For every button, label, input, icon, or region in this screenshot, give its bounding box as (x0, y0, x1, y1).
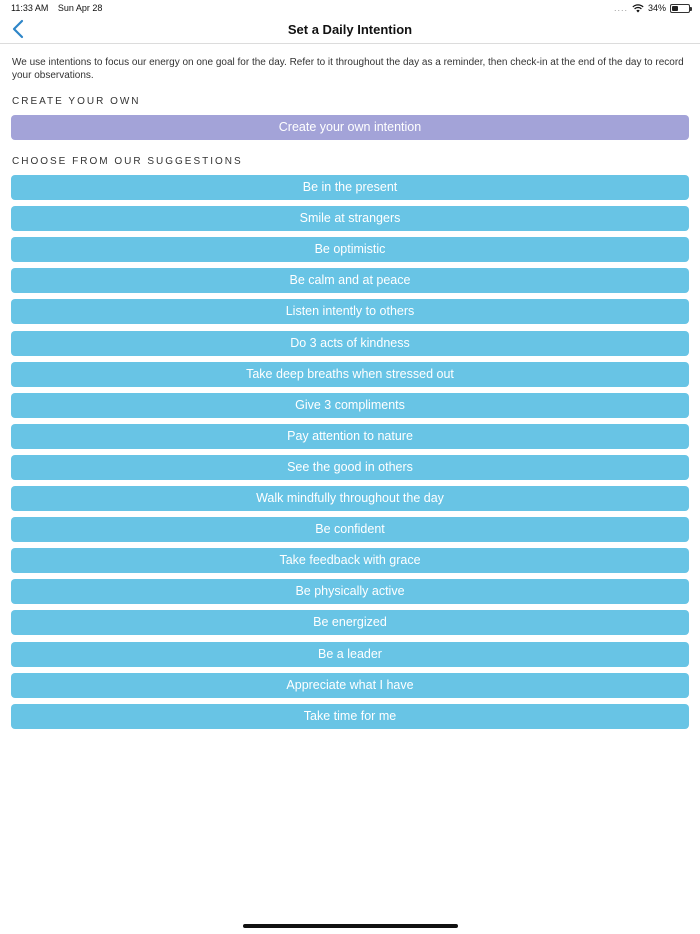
home-indicator (243, 924, 458, 928)
suggestion-button[interactable]: Be confident (11, 517, 689, 542)
suggestion-button[interactable]: Be a leader (11, 642, 689, 667)
suggestion-button[interactable]: Give 3 compliments (11, 393, 689, 418)
suggestion-button[interactable]: Smile at strangers (11, 206, 689, 231)
status-right (614, 3, 690, 13)
suggestion-button[interactable]: Be physically active (11, 579, 689, 604)
suggestion-button[interactable]: Be optimistic (11, 237, 689, 262)
suggestion-button[interactable]: Be energized (11, 610, 689, 635)
create-section-header: CREATE YOUR OWN (12, 96, 141, 107)
status-bar (0, 0, 700, 16)
suggestion-button[interactable]: Appreciate what I have (11, 673, 689, 698)
suggestion-button[interactable]: Do 3 acts of kindness (11, 331, 689, 356)
status-time: 11:33 AM (11, 3, 49, 13)
suggestions-section-header: CHOOSE FROM OUR SUGGESTIONS (12, 156, 243, 167)
suggestion-button[interactable]: Take deep breaths when stressed out (11, 362, 689, 387)
nav-bar (0, 16, 700, 44)
wifi-icon (632, 4, 644, 13)
suggestion-button[interactable]: Listen intently to others (11, 299, 689, 324)
suggestion-button[interactable]: Walk mindfully throughout the day (11, 486, 689, 511)
suggestion-button[interactable]: See the good in others (11, 455, 689, 480)
suggestion-button[interactable]: Be calm and at peace (11, 268, 689, 293)
signal-icon: .... (613, 3, 628, 13)
page-title: Set a Daily Intention (287, 22, 413, 37)
status-date: Sun Apr 28 (57, 3, 103, 13)
intro-text: We use intentions to focus our energy on one goal for the day. Refer to it throughout the day as a reminder, then check-in at the end of the day to record your observations. (12, 57, 684, 81)
suggestion-button[interactable]: Be in the present (11, 175, 689, 200)
suggestion-button[interactable]: Take time for me (11, 704, 689, 729)
battery-icon (670, 4, 690, 13)
battery-fill (672, 6, 678, 11)
suggestion-button[interactable]: Take feedback with grace (11, 548, 689, 573)
create-intention-button[interactable]: Create your own intention (11, 115, 689, 140)
battery-percent: 34% (647, 3, 666, 13)
status-left (11, 3, 109, 13)
suggestion-button[interactable]: Pay attention to nature (11, 424, 689, 449)
